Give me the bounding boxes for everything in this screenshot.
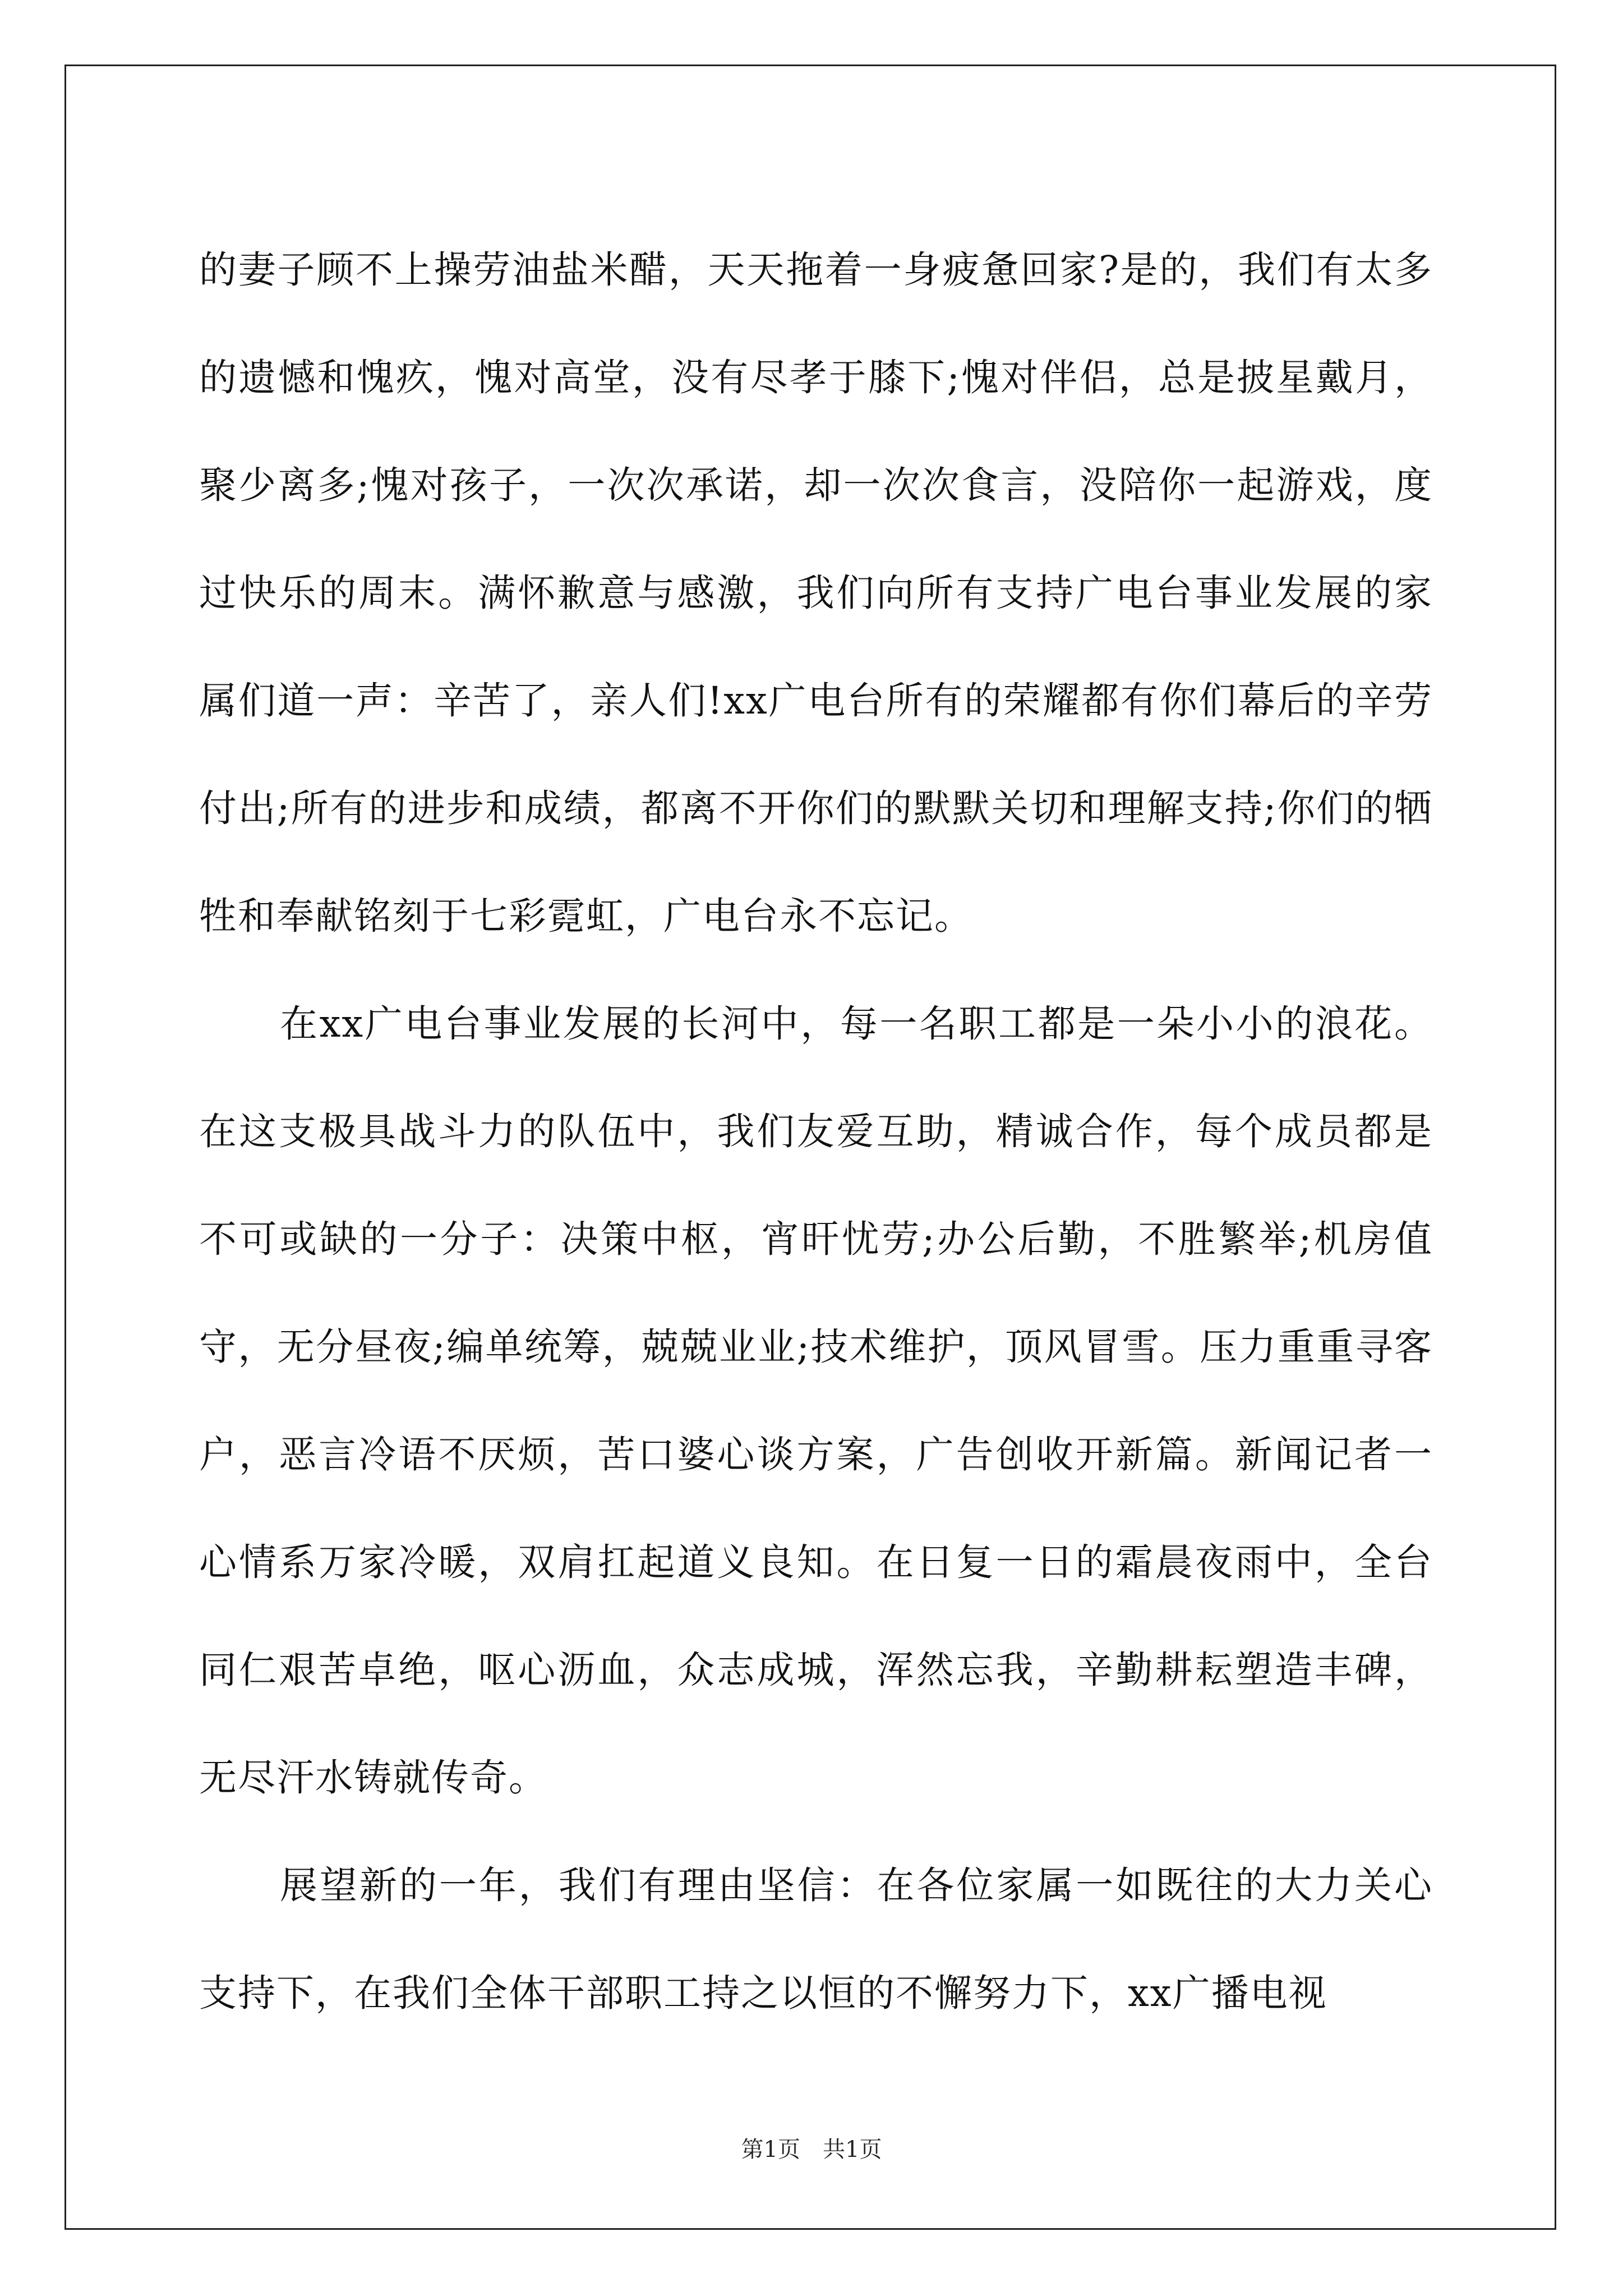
page-number-total: 共1页 (823, 2137, 882, 2162)
paragraph-1: 的妻子顾不上操劳油盐米醋，天天拖着一身疲惫回家?是的，我们有太多的遗憾和愧疚，愧对高堂，没有尽孝于膝下;愧对伴侣，总是披星戴月，聚少离多;愧对孩子，一次次承诺，却一次次食言，没陪你一起游戏，度过快乐的周末。满怀歉意与感激，我们向所有支持广电台事业发展的家属们道一声：辛苦了，亲人们!xx广电台所有的荣耀都有你们幕后的辛劳付出;所有的进步和成绩，都离不开你们的默默关切和理解支持;你们的牺牲和奉献铭刻于七彩霓虹，广电台永不忘记。 (199, 248, 1433, 938)
page-number-current: 第1页 (741, 2137, 800, 2162)
paragraph-3: 展望新的一年，我们有理由坚信：在各位家属一如既往的大力关心支持下，在我们全体干部职工持之以恒的不懈努力下，xx广播电视 (199, 1864, 1433, 2015)
paragraph-2: 在xx广电台事业发展的长河中，每一名职工都是一朵小小的浪花。在这支极具战斗力的队伍中，我们友爱互助，精诚合作，每个成员都是不可或缺的一分子：决策中枢，宵旰忧劳;办公后勤，不胜繁举;机房值守，无分昼夜;编单统筹，兢兢业业;技术维护，顶风冒雪。压力重重寻客户，恶言冷语不厌烦，苦口婆心谈方案，广告创收开新篇。新闻记者一心情系万家冷暖，双肩扛起道义良知。在日复一日的霜晨夜雨中，全台同仁艰苦卓绝，呕心沥血，众志成城，浑然忘我，辛勤耕耘塑造丰碑，无尽汗水铸就传奇。 (199, 1002, 1433, 1800)
document-body (199, 216, 1433, 2047)
page-footer (0, 2132, 1623, 2164)
